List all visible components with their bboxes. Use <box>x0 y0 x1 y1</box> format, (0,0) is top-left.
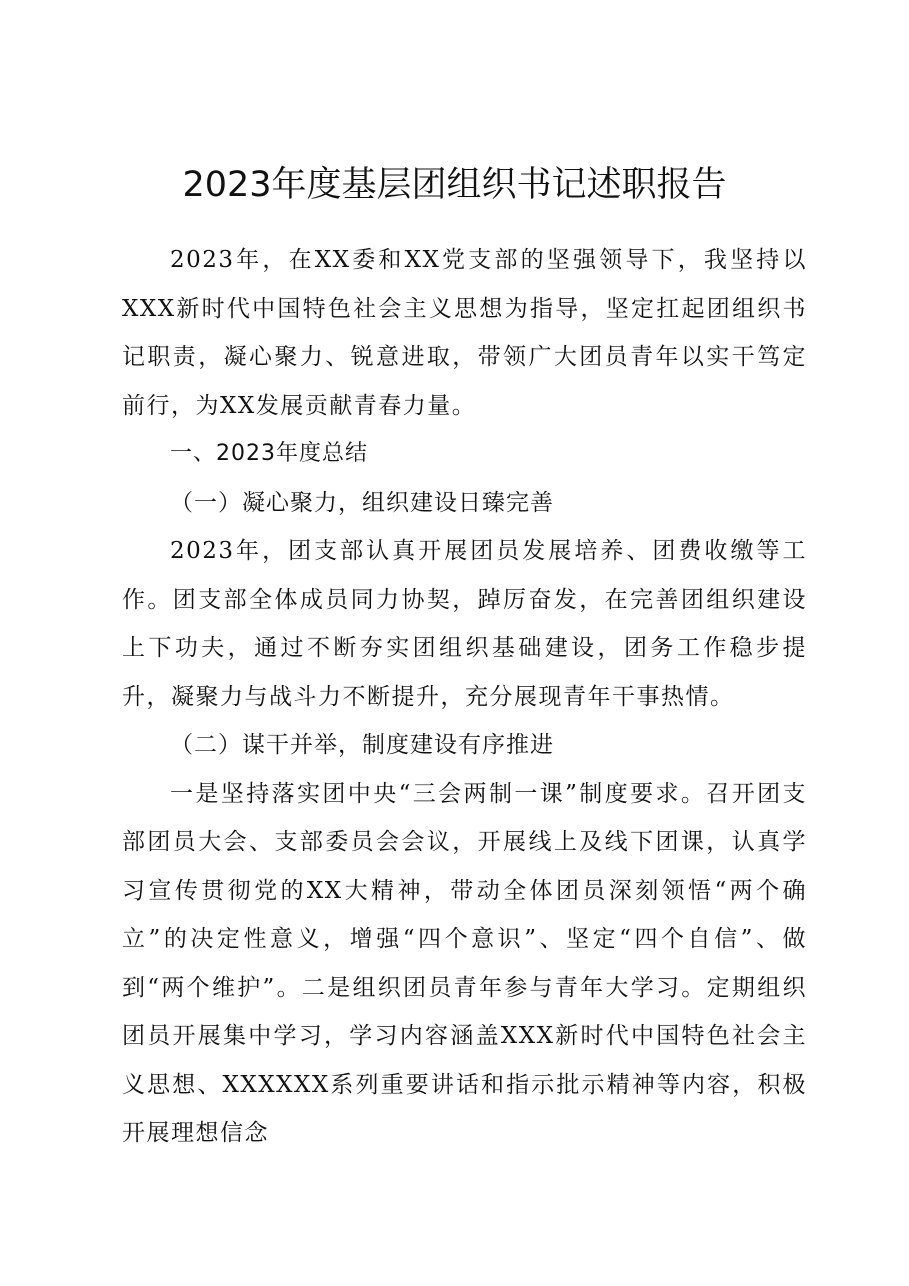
organization-paragraph: 2023年，团支部认真开展团员发展培养、团费收缴等工作。团支部全体成员同力协契，踔厉奋发，在完善团组织建设上下功夫，通过不断夯实团组织基础建设，团务工作稳步提升，凝聚力与战斗力不断提升，充分展现青年干事热情。 <box>122 538 807 710</box>
subsection-heading-system: （二）谋干并举，制度建设有序推进 <box>170 732 554 758</box>
document-body <box>122 236 807 1158</box>
document-title: 2023年度基层团组织书记述职报告 <box>182 165 727 205</box>
intro-paragraph: 2023年，在XX委和XX党支部的坚强领导下，我坚持以XXX新时代中国特色社会主义思想为指导，坚定扛起团组织书记职责，凝心聚力、锐意进取，带领广大团员青年以实干笃定前行，为XX发展贡献青春力量。 <box>122 247 807 419</box>
section-heading-summary: 一、2023年度总结 <box>170 441 368 466</box>
subsection-heading-organization: （一）凝心聚力，组织建设日臻完善 <box>170 489 554 516</box>
system-paragraph: 一是坚持落实团中央“三会两制一课”制度要求。召开团支部团员大会、支部委员会会议，开展线上及线下团课，认真学习宣传贯彻党的XX大精神，带动全体团员深刻领悟“两个确立”的决定性意义，增强“四个意识”、坚定“四个自信”、做到“两个维护”。二是组织团员青年参与青年大学习。定期组织团员开展集中学习，学习内容涵盖XXX新时代中国特色社会主义思想、XXXXXX系列重要讲话和指示批示精神等内容，积极开展理想信念 <box>122 780 807 1146</box>
